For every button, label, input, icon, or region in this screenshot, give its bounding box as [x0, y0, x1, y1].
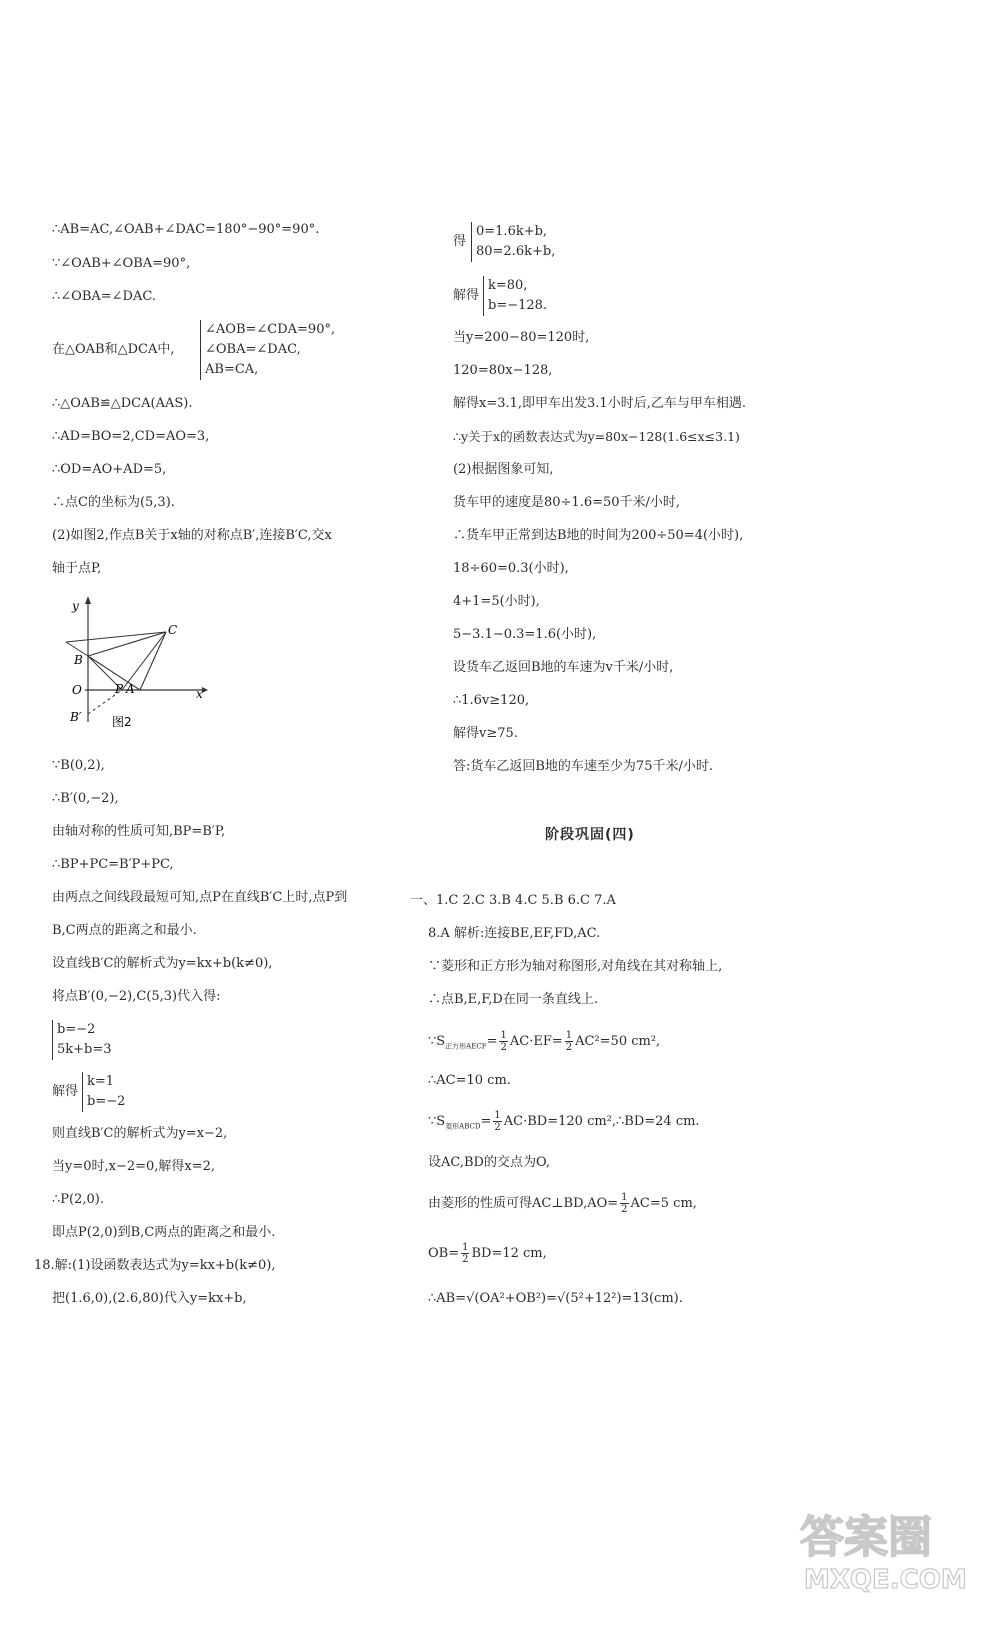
fraction-numerator: 1 [500, 1030, 507, 1041]
congruence-system [52, 320, 372, 382]
label-o: O [72, 683, 82, 697]
text-line: 设AC,BD的交点为O, [428, 1155, 551, 1170]
system-prefix: 解得 [52, 1084, 79, 1099]
fraction-denominator: 2 [621, 1204, 628, 1215]
text-line: B,C两点的距离之和最小. [52, 923, 197, 938]
system-prefix: 解得 [453, 288, 480, 303]
watermark-bottom-text: MXQE.COM [804, 1565, 967, 1595]
system-line: k=1 [87, 1074, 115, 1089]
text-line: ∴△OAB≌△DCA(AAS). [52, 396, 193, 411]
system-line: AB=CA, [205, 362, 259, 377]
figure-caption: 图2 [112, 715, 132, 729]
text-line: ∵∠OAB+∠OBA=90°, [52, 256, 191, 271]
text-line: ∴OD=AO+AD=5, [52, 462, 167, 477]
fraction-numerator: 1 [565, 1030, 573, 1041]
formula-part: ∵S [428, 1114, 446, 1129]
equation-system-2 [52, 1072, 212, 1112]
text-line: ∴AD=BO=2,CD=AO=3, [52, 429, 210, 444]
formula-part: AC·EF= [509, 1034, 563, 1049]
text-line: 设货车乙返回B地的车速为v千米/小时, [453, 660, 674, 675]
formula-part: OB= [428, 1246, 460, 1261]
formula-part: = [486, 1034, 498, 1049]
formula-square-area [428, 1030, 660, 1055]
system-line: b=−128. [488, 298, 548, 313]
formula-part: AC²=50 cm², [575, 1034, 661, 1049]
fraction-half [461, 1242, 469, 1265]
text-line: ∴y关于x的函数表达式为y=80x−128(1.6≤x≤3.1) [453, 429, 740, 444]
text-line: ∴∠OBA=∠DAC. [52, 289, 156, 304]
label-p: P [115, 682, 124, 696]
text-line: 轴于点P, [52, 561, 102, 576]
formula-ao [428, 1192, 697, 1215]
label-c: C [168, 623, 178, 637]
answer-line: 一、1.C 2.C 3.B 4.C 5.B 6.C 7.A [410, 893, 616, 908]
fraction-numerator: 1 [462, 1242, 469, 1253]
text-line: ∵菱形和正方形为轴对称图形,对角线在其对称轴上, [428, 959, 723, 974]
section-title: 阶段巩固(四) [545, 827, 635, 843]
text-line: 120=80x−128, [453, 363, 553, 378]
fraction-half [493, 1110, 501, 1133]
fraction-denominator: 2 [494, 1122, 501, 1133]
text-line: 货车甲的速度是80÷1.6=50千米/小时, [453, 495, 681, 510]
text-line: 当y=200−80=120时, [453, 330, 590, 345]
text-line: 当y=0时,x−2=0,解得x=2, [52, 1159, 216, 1174]
system-line: 5k+b=3 [57, 1042, 112, 1057]
text-line: 把(1.6,0),(2.6,80)代入y=kx+b, [52, 1291, 247, 1306]
system-prefix: 在△OAB和△DCA中, [52, 342, 175, 357]
text-line: 8.A 解析:连接BE,EF,FD,AC. [428, 926, 601, 941]
system-line: b=−2 [57, 1022, 96, 1037]
equation-system-1 [52, 1020, 212, 1060]
x-axis-arrow-icon [202, 687, 208, 693]
text-line: ∴点B,E,F,D在同一条直线上. [428, 992, 598, 1007]
text-line: (2)根据图象可知, [453, 462, 554, 477]
watermark-logo [790, 1500, 980, 1600]
system-line: ∠AOB=∠CDA=90°, [205, 322, 336, 337]
system-line: b=−2 [87, 1094, 126, 1109]
watermark-top-text: 答案圈 [800, 1512, 932, 1563]
text-line: 则直线B′C的解析式为y=x−2, [52, 1126, 228, 1141]
text-line: ∴P(2,0). [52, 1192, 104, 1207]
fraction-half [620, 1192, 628, 1215]
formula-part: 由菱形的性质可得AC⊥BD,AO= [428, 1196, 619, 1211]
label-bprime: B′ [70, 710, 82, 724]
formula-subscript: 正方形AECF [445, 1042, 487, 1051]
text-line: 即点P(2,0)到B,C两点的距离之和最小. [52, 1225, 276, 1240]
label-b: B [74, 653, 83, 667]
text-line: ∴BP+PC=B′P+PC, [52, 857, 174, 872]
fraction-numerator: 1 [621, 1192, 628, 1203]
text-line: ∴点C的坐标为(5,3). [52, 495, 175, 510]
fraction-half [565, 1030, 573, 1053]
equation-system-4 [453, 276, 653, 316]
formula-part: BD=12 cm, [471, 1246, 547, 1261]
fraction-denominator: 2 [500, 1042, 507, 1053]
system-line: 0=1.6k+b, [476, 224, 548, 239]
fraction-numerator: 1 [494, 1110, 501, 1121]
formula-ob [428, 1242, 547, 1265]
text-line: ∴货车甲正常到达B地的时间为200÷50=4(小时), [453, 528, 744, 543]
text-line: (2)如图2,作点B关于x轴的对称点B′,连接B′C,交x [52, 528, 332, 543]
label-y: y [72, 599, 79, 613]
text-line: 解得v≥75. [453, 726, 518, 741]
system-line: k=80, [488, 278, 528, 293]
formula-rhombus-area [428, 1110, 700, 1135]
text-line: 由轴对称的性质可知,BP=B′P, [52, 824, 226, 839]
formula-part: ∵S [428, 1034, 446, 1049]
text-line: ∴AB=AC,∠OAB+∠DAC=180°−90°=90°. [52, 222, 320, 237]
system-line: 80=2.6k+b, [476, 244, 556, 259]
text-line: 5−3.1−0.3=1.6(小时), [453, 627, 597, 642]
geometry-figure [62, 594, 212, 744]
fraction-denominator: 2 [565, 1042, 573, 1053]
formula-part: = [480, 1114, 492, 1129]
text-line: ∴AB=√(OA²+OB²)=√(5²+12²)=13(cm). [428, 1291, 683, 1306]
fraction-denominator: 2 [462, 1254, 469, 1265]
text-line: 答:货车乙返回B地的车速至少为75千米/小时. [453, 759, 713, 774]
text-line: ∴B′(0,−2), [52, 791, 119, 806]
text-line: ∴AC=10 cm. [428, 1073, 511, 1088]
formula-part: AC·BD=120 cm²,∴BD=24 cm. [503, 1114, 700, 1129]
system-line: ∠OBA=∠DAC, [205, 342, 301, 357]
text-line: 将点B′(0,−2),C(5,3)代入得: [52, 989, 221, 1004]
label-a: A [126, 682, 135, 696]
label-x: x [196, 687, 203, 701]
formula-subscript: 菱形ABCD [445, 1122, 481, 1131]
text-line: 设直线B′C的解析式为y=kx+b(k≠0), [52, 956, 273, 971]
y-axis-arrow-icon [85, 596, 91, 604]
equation-system-3 [453, 222, 653, 262]
text-line: 4+1=5(小时), [453, 594, 540, 609]
text-line: 18.解:(1)设函数表达式为y=kx+b(k≠0), [34, 1258, 276, 1273]
formula-part: AC=5 cm, [630, 1196, 697, 1211]
text-line: 解得x=3.1,即甲车出发3.1小时后,乙车与甲车相遇. [453, 396, 746, 411]
system-prefix: 得 [453, 234, 467, 249]
fraction-half [499, 1030, 507, 1053]
text-line: 18÷60=0.3(小时), [453, 561, 569, 576]
text-line: 由两点之间线段最短可知,点P在直线B′C上时,点P到 [52, 890, 348, 905]
text-line: ∴1.6v≥120, [453, 693, 530, 708]
text-line: ∵B(0,2), [52, 758, 105, 773]
